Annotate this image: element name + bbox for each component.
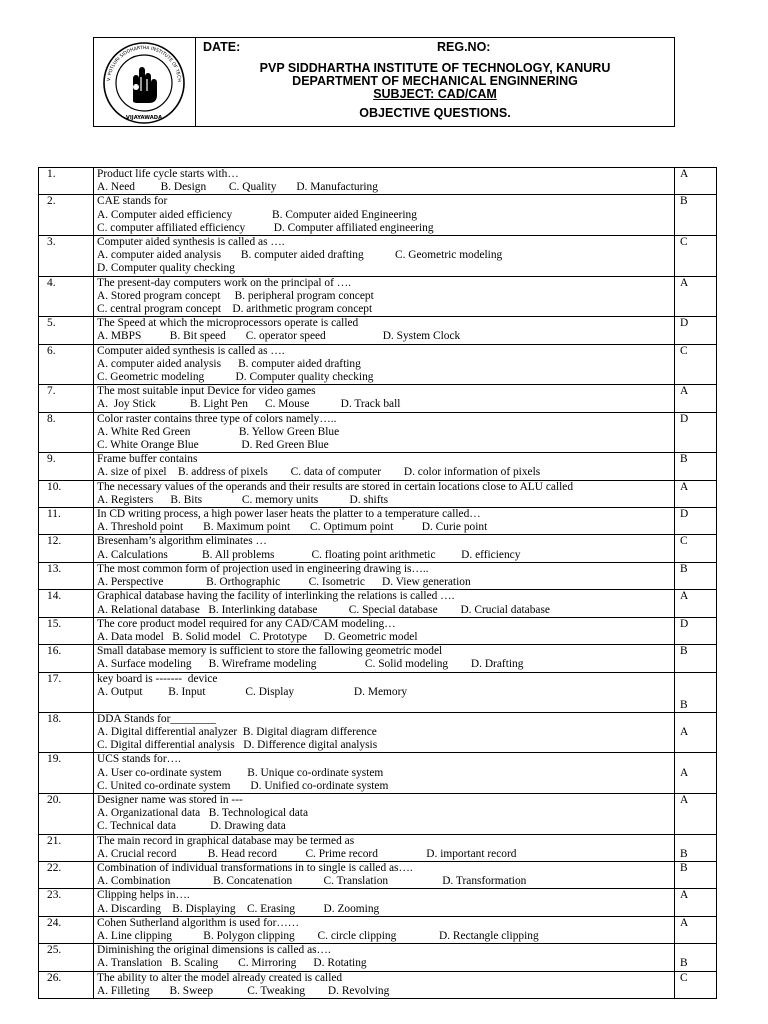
question-number: 26.: [39, 971, 94, 998]
question-cell: [94, 562, 675, 589]
question-text: The main record in graphical database may be termed as: [97, 834, 355, 847]
question-row: [39, 645, 717, 672]
question-number: 2.: [39, 195, 94, 236]
logo-cell: [94, 38, 196, 126]
question-text: CAE stands for: [97, 195, 168, 208]
question-cell: [94, 344, 675, 385]
question-text: Cohen Sutherland algorithm is used for……: [97, 916, 300, 929]
answer-key: A: [675, 168, 717, 195]
answer-key: A: [675, 480, 717, 507]
question-number: 1.: [39, 168, 94, 195]
answer-key: C: [675, 971, 717, 998]
question-number: 13.: [39, 562, 94, 589]
answer-key: C: [675, 344, 717, 385]
answer-key: A: [675, 385, 717, 412]
date-label: DATE:: [203, 40, 241, 54]
question-text: Small database memory is sufficient to store the fallowing geometric model: [97, 645, 443, 658]
question-options: A. Crucial record B. Head record C. Prime record D. important record: [97, 847, 517, 860]
question-cell: [94, 480, 675, 507]
question-options: A. Calculations B. All problems C. floating point arithmetic D. efficiency: [97, 548, 521, 561]
question-cell: [94, 645, 675, 672]
question-number: 8.: [39, 412, 94, 453]
question-cell: [94, 712, 675, 753]
question-options: A. Threshold point B. Maximum point C. Optimum point D. Curie point: [97, 521, 488, 534]
answer-key: A: [675, 753, 717, 794]
question-number: 7.: [39, 385, 94, 412]
question-row: [39, 276, 717, 317]
question-cell: [94, 590, 675, 617]
question-row: [39, 889, 717, 916]
question-cell: [94, 861, 675, 888]
question-row: [39, 617, 717, 644]
question-options: A. Perspective B. Orthographic C. Isometric D. View generation: [97, 576, 471, 589]
question-row: [39, 753, 717, 794]
question-options: C. Geometric modeling D. Computer quality checking: [97, 371, 374, 384]
logo-ring-text: V. POTLURI SIDDHARTHA INSTITUTE OF TECH: [107, 45, 182, 83]
question-cell: [94, 971, 675, 998]
question-cell: [94, 385, 675, 412]
question-number: 18.: [39, 712, 94, 753]
question-options: C. computer affiliated efficiency D. Computer affiliated engineering: [97, 221, 434, 234]
question-row: [39, 385, 717, 412]
question-row: [39, 535, 717, 562]
question-cell: [94, 834, 675, 861]
question-number: 14.: [39, 590, 94, 617]
question-options: A. White Red Green B. Yellow Green Blue: [97, 425, 340, 438]
question-number: 6.: [39, 344, 94, 385]
question-row: [39, 508, 717, 535]
question-text: Frame buffer contains: [97, 453, 198, 466]
question-options: A. computer aided analysis B. computer aided drafting: [97, 357, 361, 370]
question-row: [39, 412, 717, 453]
question-text: Diminishing the original dimensions is called as….: [97, 944, 331, 957]
question-number: 22.: [39, 861, 94, 888]
question-cell: [94, 889, 675, 916]
question-row: [39, 344, 717, 385]
answer-key: C: [675, 236, 717, 277]
question-row: [39, 562, 717, 589]
question-options: A. Stored program concept B. peripheral program concept: [97, 289, 374, 302]
question-row: [39, 834, 717, 861]
question-row: [39, 480, 717, 507]
question-options: A. Translation B. Scaling C. Mirroring D. Rotating: [97, 957, 367, 970]
question-number: 11.: [39, 508, 94, 535]
question-row: [39, 672, 717, 712]
question-options: A. Filleting B. Sweep C. Tweaking D. Revolving: [97, 984, 390, 997]
regno-label: REG.NO:: [437, 40, 491, 54]
question-options: A. User co-ordinate system B. Unique co-ordinate system: [97, 766, 384, 779]
question-cell: [94, 753, 675, 794]
question-cell: [94, 535, 675, 562]
question-cell: [94, 168, 675, 195]
answer-key: A: [675, 793, 717, 834]
question-row: [39, 236, 717, 277]
question-options: A. Line clipping B. Polygon clipping C. circle clipping D. Rectangle clipping: [97, 929, 539, 942]
institute-logo: [100, 41, 188, 125]
question-row: [39, 916, 717, 943]
answer-key: D: [675, 508, 717, 535]
question-row: [39, 195, 717, 236]
question-number: 21.: [39, 834, 94, 861]
answer-key: B: [675, 672, 717, 712]
question-text: UCS stands for….: [97, 753, 181, 766]
subject-line: SUBJECT: CAD/CAM: [373, 87, 497, 101]
question-text: The core product model required for any CAD/CAM modeling…: [97, 617, 396, 630]
question-row: [39, 168, 717, 195]
question-number: 24.: [39, 916, 94, 943]
question-text: Designer name was stored in ---: [97, 793, 243, 806]
question-cell: [94, 195, 675, 236]
question-options: C. White Orange Blue D. Red Green Blue: [97, 439, 329, 452]
answer-key: B: [675, 944, 717, 971]
question-text: Combination of individual transformations in to single is called as….: [97, 861, 413, 874]
question-text: Graphical database having the facility of interlinking the relations is called ….: [97, 590, 455, 603]
question-row: [39, 317, 717, 344]
question-row: [39, 971, 717, 998]
answer-key: B: [675, 834, 717, 861]
question-options: A. Need B. Design C. Quality D. Manufacturing: [97, 181, 378, 194]
answer-key: A: [675, 889, 717, 916]
question-cell: [94, 916, 675, 943]
question-options: C. United co-ordinate system D. Unified co-ordinate system: [97, 779, 389, 792]
question-cell: [94, 793, 675, 834]
answer-key: D: [675, 412, 717, 453]
answer-key: C: [675, 535, 717, 562]
document-title: OBJECTIVE QUESTIONS.: [359, 106, 511, 120]
question-row: [39, 861, 717, 888]
question-options: A. Data model B. Solid model C. Prototype D. Geometric model: [97, 630, 418, 643]
questions-body: [39, 168, 717, 999]
question-options: A. Joy Stick B. Light Pen C. Mouse D. Track ball: [97, 398, 401, 411]
question-options: A. size of pixel B. address of pixels C. data of computer D. color information of pixels: [97, 466, 541, 479]
question-options: A. Digital differential analyzer B. Digital diagram difference: [97, 725, 377, 738]
question-options: A. computer aided analysis B. computer aided drafting C. Geometric modeling: [97, 249, 503, 262]
question-options: A. Computer aided efficiency B. Computer aided Engineering: [97, 208, 417, 221]
question-row: [39, 590, 717, 617]
question-options: A. Combination B. Concatenation C. Translation D. Transformation: [97, 875, 527, 888]
question-text: The necessary values of the operands and their results are stored in certain locations close to ALU called: [97, 480, 574, 493]
question-options: A. Organizational data B. Technological data: [97, 807, 309, 820]
question-text: DDA Stands for________: [97, 712, 216, 725]
question-text: key board is ------- device: [97, 672, 218, 685]
question-options: C. central program concept D. arithmetic program concept: [97, 303, 373, 316]
question-number: 17.: [39, 672, 94, 712]
question-text: The ability to alter the model already created is called: [97, 971, 343, 984]
question-options: C. Digital differential analysis D. Difference digital analysis: [97, 739, 378, 752]
question-options: A. MBPS B. Bit speed C. operator speed D. System Clock: [97, 330, 461, 343]
question-number: 25.: [39, 944, 94, 971]
question-number: 23.: [39, 889, 94, 916]
question-row: [39, 453, 717, 480]
question-text: In CD writing process, a high power laser heats the platter to a temperature called…: [97, 508, 481, 521]
question-number: 5.: [39, 317, 94, 344]
question-text: The most common form of projection used in engineering drawing is…..: [97, 562, 429, 575]
question-cell: [94, 412, 675, 453]
question-options: A. Discarding B. Displaying C. Erasing D. Zooming: [97, 902, 380, 915]
answer-key: B: [675, 562, 717, 589]
question-number: 4.: [39, 276, 94, 317]
answer-key: B: [675, 453, 717, 480]
question-text: The most suitable input Device for video games: [97, 385, 316, 398]
question-number: 10.: [39, 480, 94, 507]
question-number: 15.: [39, 617, 94, 644]
answer-key: D: [675, 317, 717, 344]
question-cell: [94, 453, 675, 480]
question-options: A. Surface modeling B. Wireframe modeling C. Solid modeling D. Drafting: [97, 658, 524, 671]
document-header: [93, 37, 675, 127]
question-row: [39, 944, 717, 971]
question-cell: [94, 236, 675, 277]
question-text: Clipping helps in….: [97, 889, 190, 902]
question-number: 19.: [39, 753, 94, 794]
question-options: A. Registers B. Bits C. memory units D. shifts: [97, 493, 389, 506]
question-number: 9.: [39, 453, 94, 480]
question-text: The Speed at which the microprocessors operate is called: [97, 317, 359, 330]
question-options: C. Technical data D. Drawing data: [97, 820, 286, 833]
answer-key: A: [675, 712, 717, 753]
question-text: Color raster contains three type of colors namely…..: [97, 412, 337, 425]
answer-key: B: [675, 861, 717, 888]
question-number: 3.: [39, 236, 94, 277]
question-text: Product life cycle starts with…: [97, 168, 239, 180]
question-cell: [94, 672, 675, 712]
question-text: Bresenham’s algorithm eliminates …: [97, 535, 267, 548]
answer-key: A: [675, 916, 717, 943]
question-number: 16.: [39, 645, 94, 672]
answer-key: B: [675, 195, 717, 236]
department-name: DEPARTMENT OF MECHANICAL ENGINNERING: [292, 74, 578, 88]
logo-city-text: VIJAYAWADA: [125, 115, 163, 121]
answer-key: A: [675, 276, 717, 317]
questions-table: [38, 167, 717, 999]
question-cell: [94, 617, 675, 644]
question-options: D. Computer quality checking: [97, 262, 235, 275]
question-text: The present-day computers work on the principal of ….: [97, 276, 351, 289]
question-cell: [94, 508, 675, 535]
answer-key: B: [675, 645, 717, 672]
question-row: [39, 712, 717, 753]
question-cell: [94, 276, 675, 317]
answer-key: A: [675, 590, 717, 617]
question-number: 12.: [39, 535, 94, 562]
question-cell: [94, 317, 675, 344]
answer-key: D: [675, 617, 717, 644]
question-text: Computer aided synthesis is called as ….: [97, 344, 285, 357]
question-options: A. Relational database B. Interlinking database C. Special database D. Crucial database: [97, 603, 550, 616]
question-options: A. Output B. Input C. Display D. Memory: [97, 685, 408, 698]
question-cell: [94, 944, 675, 971]
institute-name: PVP SIDDHARTHA INSTITUTE OF TECHNOLOGY, KANURU: [259, 61, 611, 75]
question-number: 20.: [39, 793, 94, 834]
question-row: [39, 793, 717, 834]
question-text: Computer aided synthesis is called as ….: [97, 236, 285, 249]
